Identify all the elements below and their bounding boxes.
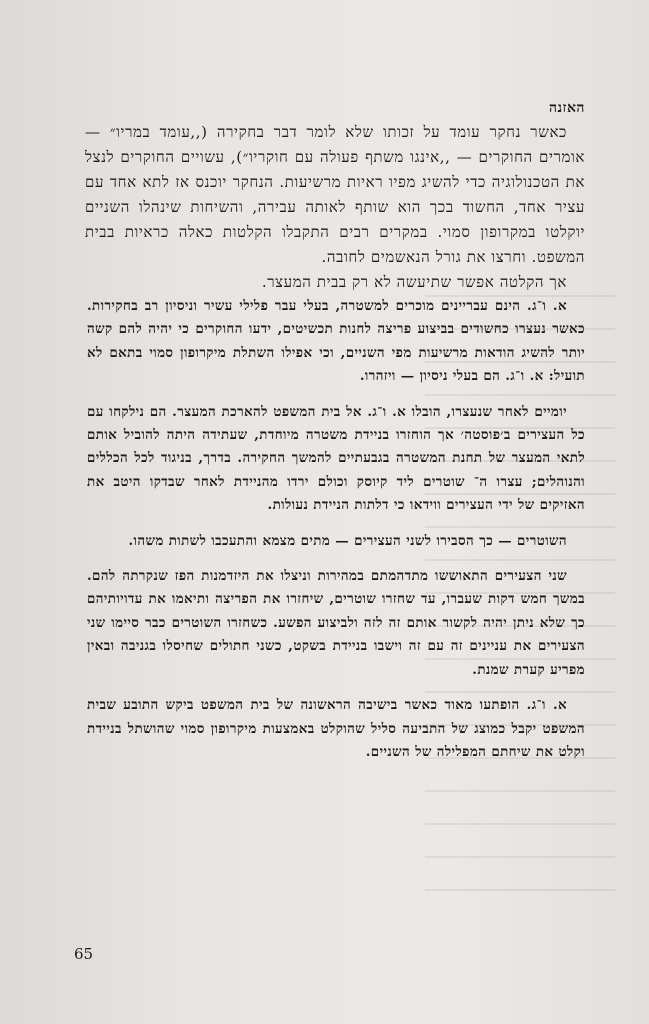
body-text	[87, 295, 585, 776]
intro-paragraph: כאשר נחקר עומד על זכותו שלא לומר דבר בחקירה (,,עומד במריו״ — אומרים החוקרים — ,,אינגו משתף פעולה עם חוקריו״), עשויים החוקרים לנצל את הטכנולוגיה כדי להשיג מפיו ראיות מרשיעות. הנחקר יוכנס אז לתא אחד עם עציר אחד, החשוד בכך הוא שותף לאותה עבירה, והשיחות שינהלו השניים יוקלטו במקרופון סמוי. במקרים רבים התקבלו הקלטות כאלה כראיות בבית המשפט. וחרצו את גורל הנאשמים לחובה.	[85, 123, 585, 266]
body-paragraph: א. ו־ג. הופתעו מאוד כאשר בישיבה הראשונה של בית המשפט ביקש התובע שבית המשפט יקבל כמוצג של התביעה סליל שהוקלט באמצעות מיקרופון סמוי שהושתל בניידת וקלט את שיחתם המפלילה של השניים.	[87, 697, 585, 760]
body-paragraph: א. ו־ג. הינם עבריינים מוכרים למשטרה, בעלי עבר פלילי עשיר וניסיון רב בחקירות. כאשר נעצרו כחשודים בביצוע פריצה לחנות תכשיטים, ידעו החוקרים כי יהיה להם קשה יותר להשיג הודאות מרשיעות מפי השניים, וכי אפילו השתלת מיקרופון סמוי בתאם לא תועיל: א. ו־ג. הם בעלי ניסיון — ויזהרו.	[87, 298, 585, 385]
section-title: האזנה	[548, 100, 585, 116]
body-paragraph: יומיים לאחר שנעצרו, הובלו א. ו־ג. אל בית המשפט להארכת המעצר. הם נילקחו עם כל העצירים ב׳פוסטה׳ אך הוחזרו בניידת משטרה מיוחדת, שעתידה היתה להוביל אותם לתאי המעצר של תחנת המשטרה בגבעתיים להמשך החקירה. בדרך, בניגוד לכל הכללים והנוהלים; עצרו ה־ שוטרים ליד קיוסק וכולם ירדו מהניידת לאחר שבדקו היטב את האזיקים של ידי העצירים ווידאו כי דלתות הניידת נעולות.	[87, 403, 585, 514]
body-paragraph: שני הצעירים התאוששו מתדהמתם במהירות וניצלו את היזדמנות הפז שנקרתה להם. במשך חמש דקות שעברו, עד שחזרו שוטרים, שיחזרו את הפריצה ותיאמו את עדויותיהם כך שלא ניתן יהיה לקשור אותם זה לזה ולביצוע הפשע. כשחזרו השוטרים כבר סיימו שני הצעירים את עניינים זה עם זה וישבו בניידת בשקט, כשני חתולים שחיסלו בגניבה ובאין מפריע קערת שמנת.	[87, 568, 585, 678]
page-number: 65	[74, 945, 94, 963]
intro-text	[85, 120, 585, 295]
body-paragraph: השוטרים — כך הסבירו לשני העצירים — מתים מצמא והתעכבו לשתות משהו.	[128, 532, 567, 549]
intro-paragraph: אך הקלטה אפשר שתיעשה לא רק בבית המעצר.	[261, 273, 567, 291]
